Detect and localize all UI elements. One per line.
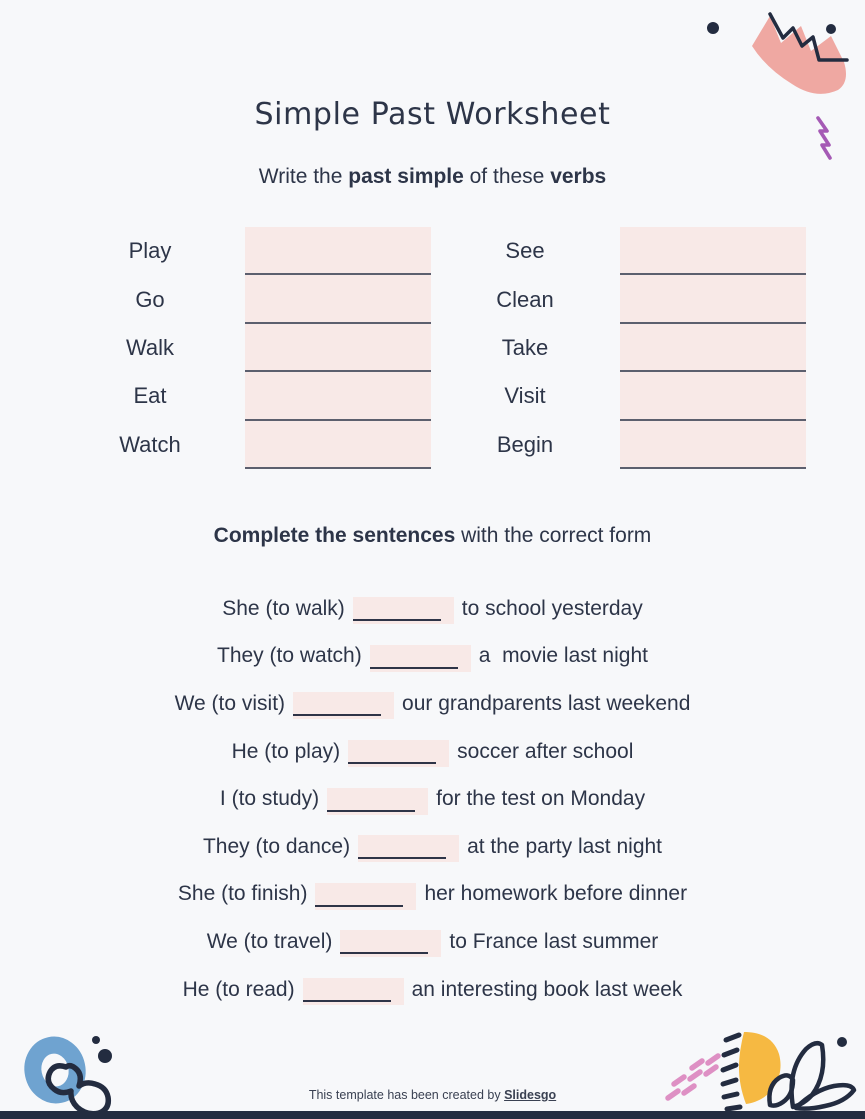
instruction-text: Write the: [258, 165, 349, 188]
sentence-after: an interesting book last week: [411, 977, 683, 1001]
sentence-row: [0, 823, 865, 871]
sentences-list: [0, 585, 865, 1013]
top-right-decor-group: [707, 14, 847, 158]
answer-blank[interactable]: [353, 597, 454, 624]
sentence-after: soccer after school: [457, 739, 634, 763]
crown-zigzag-icon: [752, 16, 846, 94]
sentence-before: We (to travel): [206, 929, 333, 953]
sentence-after: her homework before dinner: [424, 882, 688, 906]
verb-labels: [450, 227, 600, 469]
verb-label: Watch: [119, 431, 181, 457]
dot-icon: [92, 1036, 100, 1044]
answer-blank[interactable]: [293, 692, 394, 719]
sentence-before: I (to study): [219, 787, 320, 811]
instruction-bold: verbs: [550, 165, 607, 188]
answer-blank[interactable]: [315, 883, 416, 910]
dot-icon: [707, 22, 719, 34]
verb-label: Take: [501, 334, 549, 360]
bottom-edge-bar: [0, 1111, 865, 1119]
answer-blank[interactable]: [327, 788, 428, 815]
sentence-before: They (to dance): [202, 834, 351, 858]
answer-boxes: [245, 227, 431, 469]
answer-box[interactable]: [245, 372, 431, 420]
sentence-before: We (to visit): [174, 691, 286, 715]
verb-label: See: [505, 238, 545, 264]
verb-label: Go: [135, 286, 165, 312]
answer-box[interactable]: [620, 275, 806, 323]
sentence-row: [0, 966, 865, 1014]
answer-box[interactable]: [245, 227, 431, 275]
answer-box[interactable]: [245, 324, 431, 372]
heading-text: with the correct form: [455, 524, 652, 547]
exercise1-instruction: [0, 165, 865, 189]
answer-box[interactable]: [620, 421, 806, 469]
answer-box[interactable]: [620, 227, 806, 275]
exercise2-heading: [0, 524, 865, 548]
sentence-after: to France last summer: [449, 929, 659, 953]
answer-boxes: [620, 227, 806, 469]
verb-label: Begin: [496, 431, 554, 457]
verb-table: [0, 227, 865, 469]
verb-column-left: [75, 227, 431, 469]
verb-label: Play: [128, 238, 172, 264]
answer-blank[interactable]: [370, 645, 471, 672]
answer-box[interactable]: [620, 372, 806, 420]
instruction-bold: past simple: [348, 165, 464, 188]
page-title: Simple Past Worksheet: [254, 97, 611, 133]
verb-labels: [75, 227, 225, 469]
sentence-before: She (to finish): [177, 882, 308, 906]
sentence-row: [0, 680, 865, 728]
sentence-before: He (to read): [182, 977, 295, 1001]
instruction-text: of these: [463, 165, 551, 188]
answer-blank[interactable]: [340, 930, 441, 957]
verb-label: Clean: [496, 286, 554, 312]
answer-box[interactable]: [245, 421, 431, 469]
bottom-left-decor-group: [28, 1036, 112, 1114]
sentence-after: to school yesterday: [461, 596, 643, 620]
sentence-row: [0, 918, 865, 966]
heading-bold: Complete the sentences: [213, 524, 456, 547]
verb-label: Visit: [504, 383, 546, 409]
sentence-before: He (to play): [231, 739, 341, 763]
zigzag-line-icon: [770, 14, 847, 60]
sentence-before: They (to watch): [217, 644, 362, 668]
answer-blank[interactable]: [303, 978, 404, 1005]
footer-text: This template has been created by: [308, 1088, 505, 1102]
sentence-after: for the test on Monday: [436, 787, 646, 811]
verb-column-right: [450, 227, 806, 469]
sentence-after: our grandparents last weekend: [402, 691, 691, 715]
verb-label: Eat: [133, 383, 167, 409]
sentence-row: [0, 633, 865, 681]
sentence-row: [0, 775, 865, 823]
sentence-after: at the party last night: [467, 834, 663, 858]
answer-box[interactable]: [620, 324, 806, 372]
sentence-row: [0, 871, 865, 919]
footer-brand-link[interactable]: Slidesgo: [504, 1088, 557, 1102]
verb-label: Walk: [125, 334, 175, 360]
footer-credit: [0, 1088, 865, 1102]
sentence-after: a movie last night: [478, 644, 648, 668]
answer-blank[interactable]: [358, 835, 459, 862]
sentence-row: [0, 728, 865, 776]
sentence-row: [0, 585, 865, 633]
dot-icon: [98, 1049, 112, 1063]
answer-blank[interactable]: [348, 740, 449, 767]
sentence-before: She (to walk): [222, 596, 345, 620]
dot-icon: [826, 24, 836, 34]
answer-box[interactable]: [245, 275, 431, 323]
dot-icon: [837, 1037, 847, 1047]
